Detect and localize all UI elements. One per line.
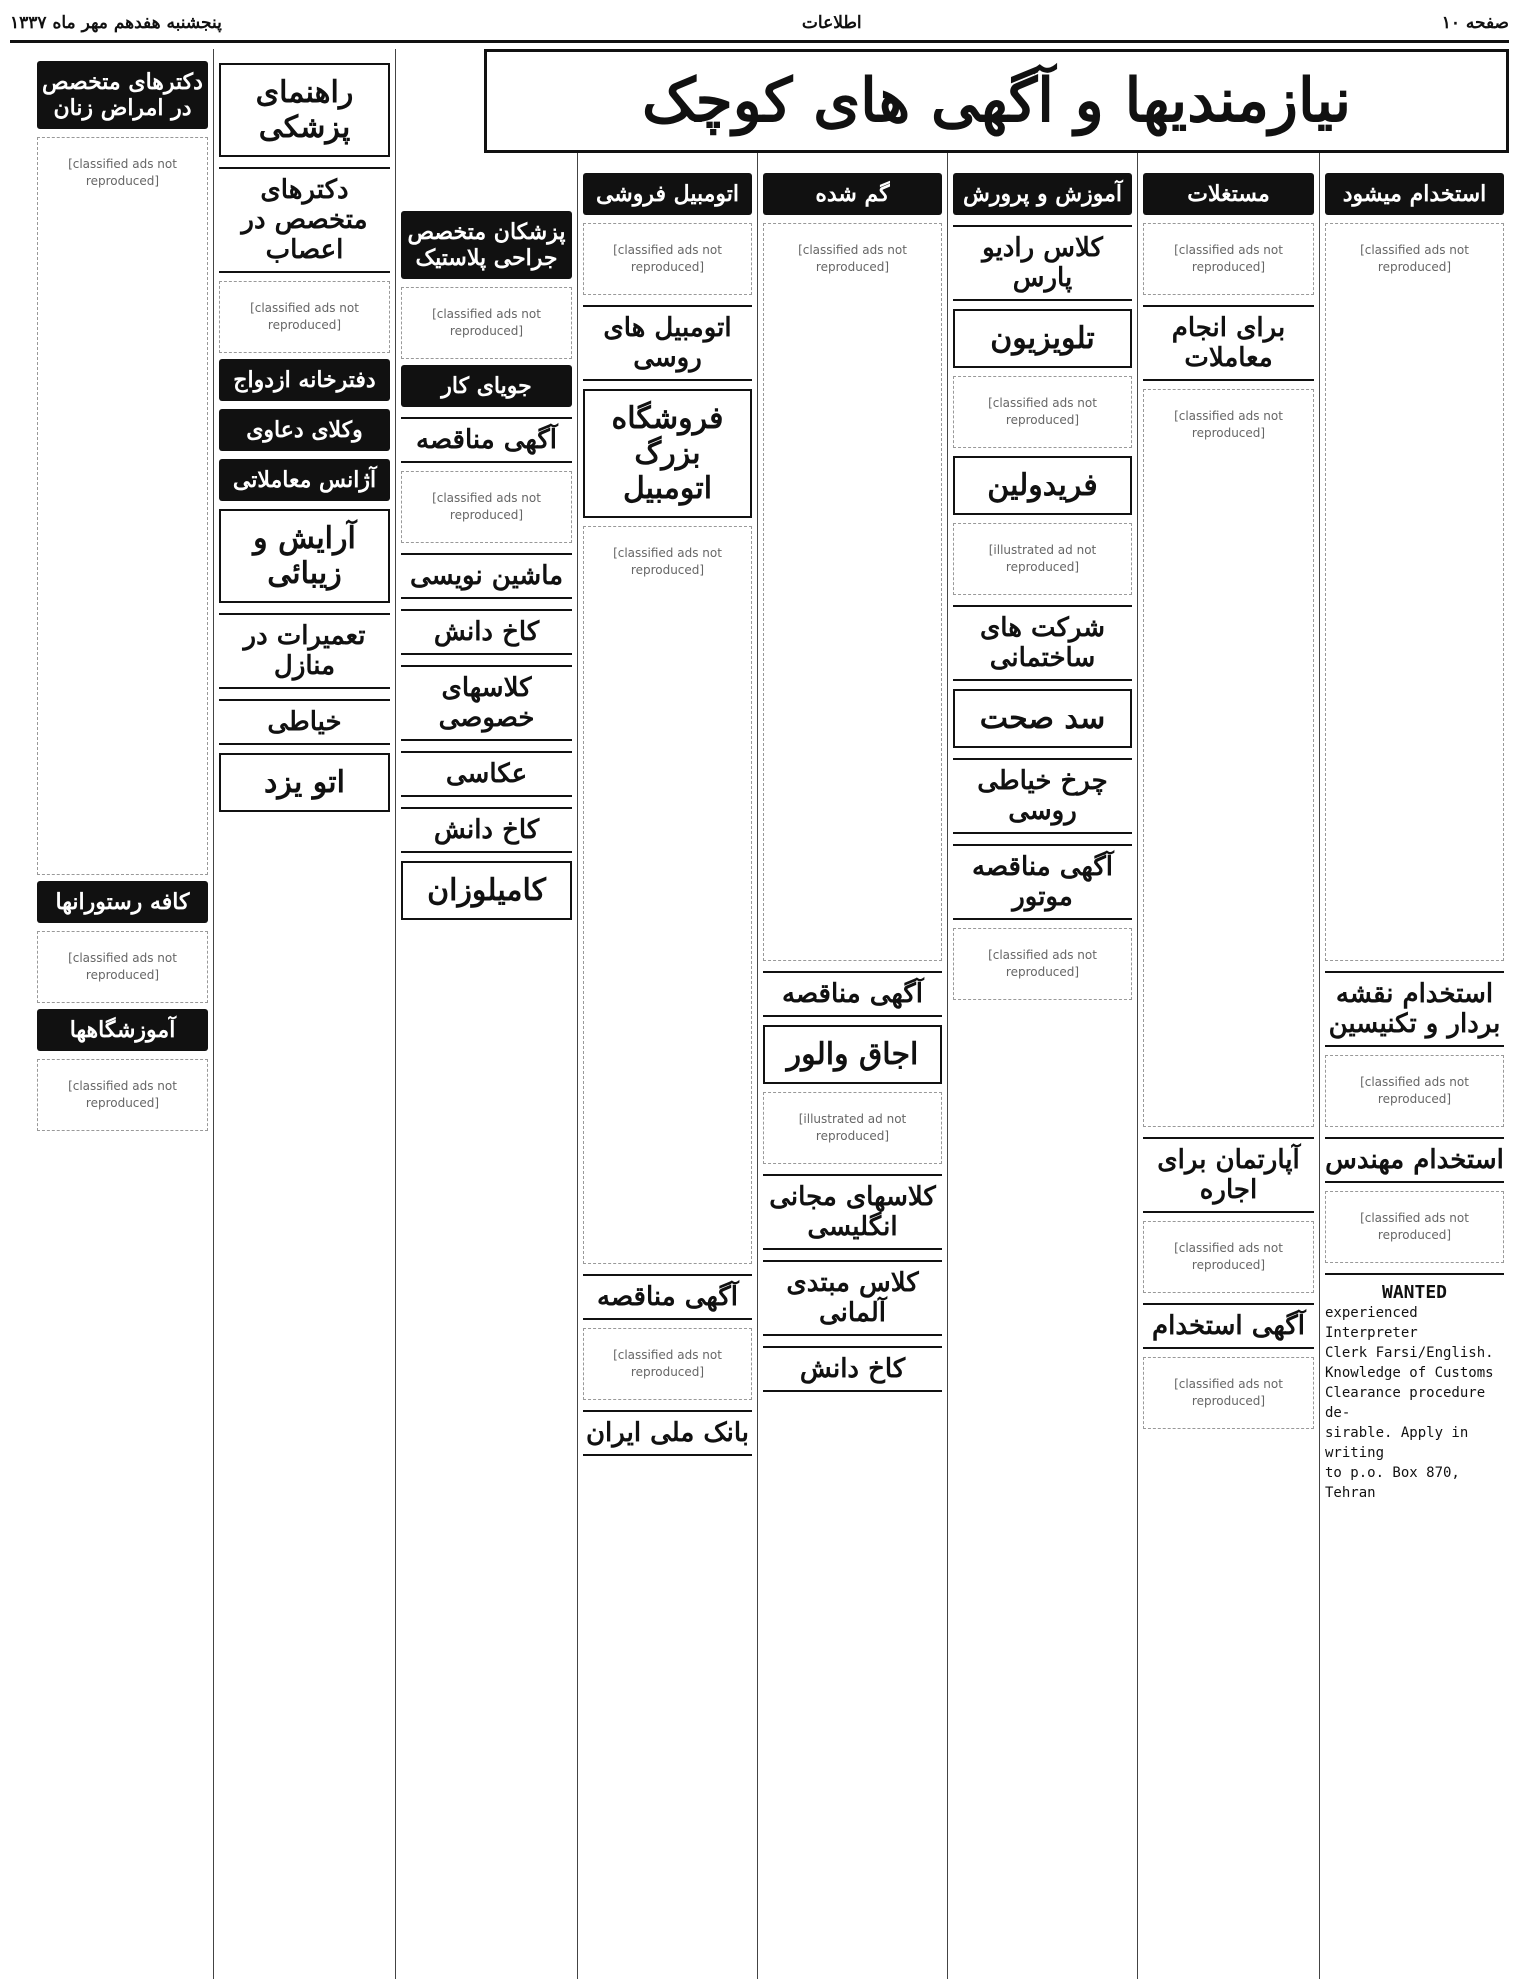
column-5 — [577, 49, 757, 1979]
wanted-line: sirable. Apply in writing — [1325, 1425, 1469, 1461]
section-heading: گم شده — [763, 173, 942, 215]
section-subheading: برای انجام معاملات — [1143, 305, 1314, 381]
section-heading: آژانس معاملاتی — [219, 459, 390, 501]
section-subheading: عکاسی — [401, 751, 572, 797]
section-subheading: تعمیرات در منازل — [219, 613, 390, 689]
ads-not-reproduced: [classified ads not reproduced] — [401, 471, 572, 543]
ads-not-reproduced: [classified ads not reproduced] — [1143, 1221, 1314, 1293]
wanted-line: Clearance procedure de- — [1325, 1385, 1486, 1421]
column-4 — [757, 49, 947, 1979]
ad-headline: راهنمای پزشکی — [219, 63, 390, 157]
section-subheading: استخدام مهندس — [1325, 1137, 1504, 1183]
section-heading: دکترهای متخصص در امراض زنان — [37, 61, 208, 129]
ads-not-reproduced: [classified ads not reproduced] — [1325, 1191, 1504, 1263]
ads-not-reproduced: [classified ads not reproduced] — [37, 1059, 208, 1131]
section-subheading: کلاسهای خصوصی — [401, 665, 572, 741]
page-label: صفحه ۱۰ — [1441, 13, 1509, 33]
ads-not-reproduced: [classified ads not reproduced] — [1325, 1055, 1504, 1127]
section-heading: دفترخانه ازدواج — [219, 359, 390, 401]
wanted-line: to p.o. Box 870, Tehran — [1325, 1465, 1460, 1501]
wanted-line: experienced Interpreter — [1325, 1305, 1418, 1341]
section-subheading: آگهی مناقصه — [583, 1274, 752, 1320]
wanted-title: WANTED — [1381, 1282, 1448, 1303]
section-subheading: اتومبیل های روسی — [583, 305, 752, 381]
ad-headline: اجاق والور — [763, 1025, 942, 1084]
ads-not-reproduced: [classified ads not reproduced] — [953, 928, 1132, 1000]
column-3 — [947, 49, 1137, 1979]
ads-not-reproduced: [illustrated ad not reproduced] — [953, 523, 1132, 595]
section-subheading: کاخ دانش — [401, 609, 572, 655]
section-subheading: آپارتمان برای اجاره — [1143, 1137, 1314, 1213]
column-2 — [1137, 49, 1319, 1979]
paper-name: اطلاعات — [801, 13, 862, 33]
ads-not-reproduced: [classified ads not reproduced] — [1143, 389, 1314, 1127]
banner-title: نیازمندیها و آگهی های کوچک — [641, 66, 1352, 136]
ad-headline: تلویزیون — [953, 309, 1132, 368]
ads-not-reproduced: [classified ads not reproduced] — [583, 526, 752, 1264]
section-subheading: آگهی مناقصه — [401, 417, 572, 463]
section-subheading: کلاس مبتدی آلمانی — [763, 1260, 942, 1336]
section-heading: اتومبیل فروشی — [583, 173, 752, 215]
section-subheading: آگهی مناقصه — [763, 971, 942, 1017]
date-line: پنجشنبه هفدهم مهر ماه ۱۳۳۷ — [10, 13, 222, 33]
ads-not-reproduced: [classified ads not reproduced] — [583, 1328, 752, 1400]
ads-not-reproduced: [classified ads not reproduced] — [1143, 223, 1314, 295]
section-subheading: کاخ دانش — [763, 1346, 942, 1392]
section-subheading: ماشین نویسی — [401, 553, 572, 599]
ad-headline: کامیلوزان — [401, 861, 572, 920]
section-heading: مستغلات — [1143, 173, 1314, 215]
section-heading: کافه رستورانها — [37, 881, 208, 923]
ads-not-reproduced: [illustrated ad not reproduced] — [763, 1092, 942, 1164]
section-subheading: کلاس رادیو پارس — [953, 225, 1132, 301]
ads-not-reproduced: [classified ads not reproduced] — [763, 223, 942, 961]
section-subheading: خیاطی — [219, 699, 390, 745]
ads-not-reproduced: [classified ads not reproduced] — [953, 376, 1132, 448]
column-8 — [32, 49, 213, 1979]
section-subheading: چرخ خیاطی روسی — [953, 758, 1132, 834]
wanted-line: Knowledge of Customs — [1325, 1365, 1494, 1381]
ad-headline: اتو یزد — [219, 753, 390, 812]
column-7 — [213, 49, 395, 1979]
ad-headline: فروشگاه بزرگ اتومبیل — [583, 389, 752, 518]
column-grid — [10, 49, 1509, 1979]
section-heading: آموزش و پرورش — [953, 173, 1132, 215]
column-1 — [1319, 49, 1509, 1979]
masthead-banner — [484, 49, 1509, 153]
ad-headline: آرایش و زیبائی — [219, 509, 390, 603]
ads-not-reproduced: [classified ads not reproduced] — [401, 287, 572, 359]
wanted-line: Clerk Farsi/English. — [1325, 1345, 1494, 1361]
ads-not-reproduced: [classified ads not reproduced] — [37, 931, 208, 1003]
section-heading: جویای کار — [401, 365, 572, 407]
section-heading: آموزشگاهها — [37, 1009, 208, 1051]
section-subheading: بانک ملی ایران — [583, 1410, 752, 1456]
ads-not-reproduced: [classified ads not reproduced] — [37, 137, 208, 875]
ads-not-reproduced: [classified ads not reproduced] — [583, 223, 752, 295]
column-6 — [395, 49, 577, 1979]
section-subheading: استخدام نقشه بردار و تکنیسین — [1325, 971, 1504, 1047]
ads-not-reproduced: [classified ads not reproduced] — [219, 281, 390, 353]
section-subheading: آگهی مناقصه موتور — [953, 844, 1132, 920]
section-subheading: آگهی استخدام — [1143, 1303, 1314, 1349]
section-heading: وکلای دعاوی — [219, 409, 390, 451]
section-heading: پزشکان متخصص جراحی پلاستیک — [401, 211, 572, 279]
section-subheading: کاخ دانش — [401, 807, 572, 853]
section-subheading: کلاسهای مجانی انگلیسی — [763, 1174, 942, 1250]
section-subheading: شرکت های ساختمانی — [953, 605, 1132, 681]
section-subheading: دکترهای متخصص در اعصاب — [219, 167, 390, 273]
ads-not-reproduced: [classified ads not reproduced] — [1325, 223, 1504, 961]
page-header — [10, 6, 1509, 43]
ad-headline: سد صحت — [953, 689, 1132, 748]
wanted-ad — [1325, 1273, 1504, 1503]
ad-headline: فریدولین — [953, 456, 1132, 515]
ads-not-reproduced: [classified ads not reproduced] — [1143, 1357, 1314, 1429]
section-heading: استخدام میشود — [1325, 173, 1504, 215]
